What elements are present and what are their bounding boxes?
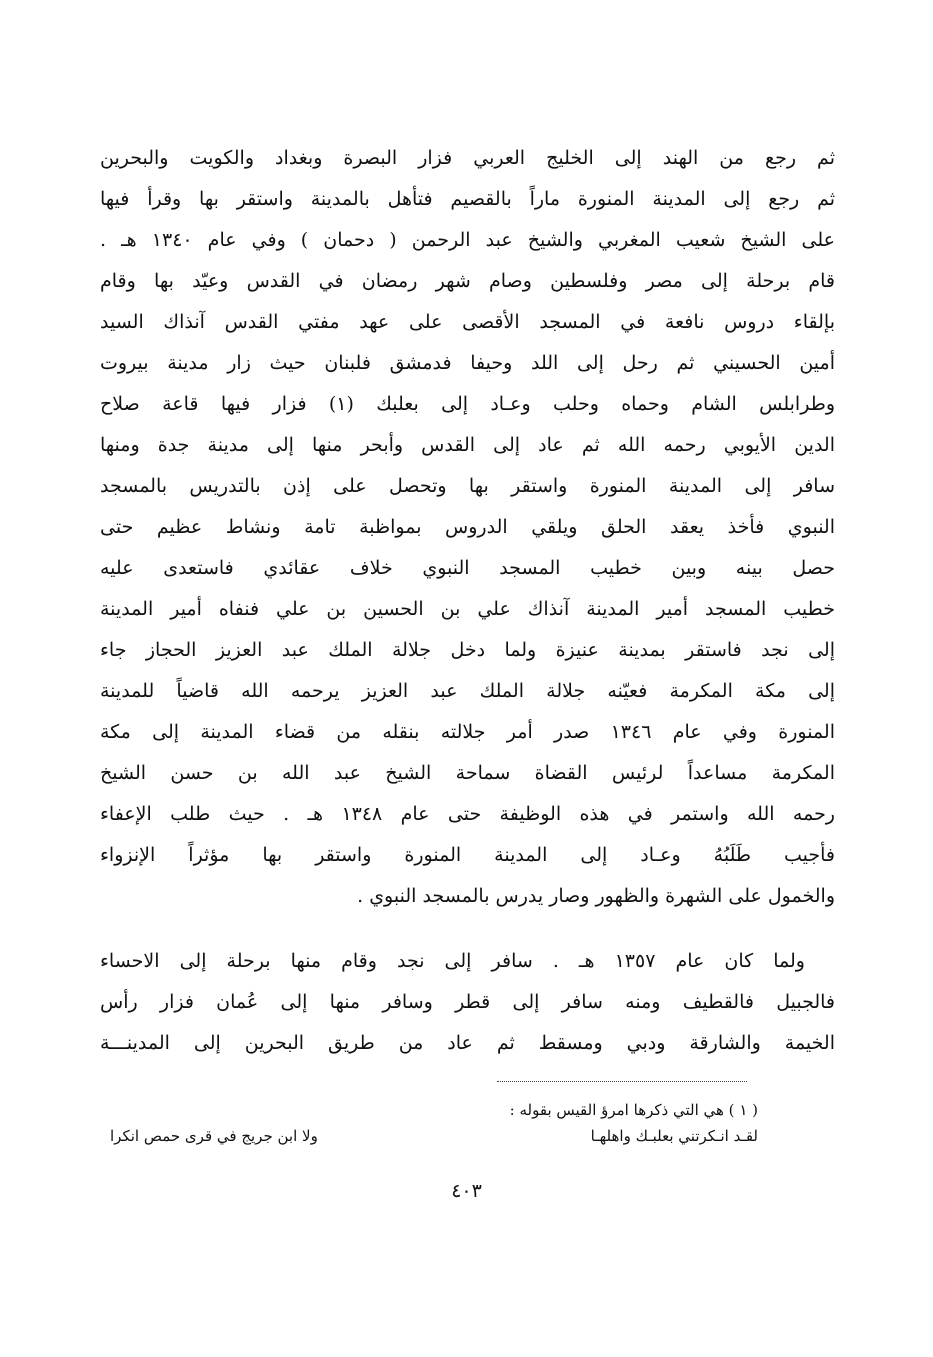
text-line: رحمه الله واستمر في هذه الوظيفة حتى عام ١٣٤٨ هـ . حيث طلب الإعفاء — [100, 803, 835, 825]
footnote-separator — [497, 1081, 747, 1082]
text-line: أمين الحسيني ثم رحل إلى اللد وحيفا فدمشق فلبنان حيث زار مدينة بيروت — [100, 352, 835, 374]
second-paragraph — [100, 941, 835, 1064]
text-line: قام برحلة إلى مصر وفلسطين وصام شهر رمضان في القدس وعيّد بها وقام — [100, 270, 835, 292]
footnote-intro: ( ١ ) هي التي ذكرها امرؤ القيس بقوله : — [509, 1101, 758, 1119]
text-line: سافر إلى المدينة المنورة واستقر بها وتحصل على إذن بالتدريس بالمسجد — [100, 475, 835, 497]
footnote-verse — [110, 1123, 758, 1149]
text-line: إلى مكة المكرمة فعيّنه جلالة الملك عبد العزيز يرحمه الله قاضياً للمدينة — [100, 680, 835, 702]
text-line: المكرمة مساعداً لرئيس القضاة سماحة الشيخ عبد الله بن حسن الشيخ — [100, 762, 835, 784]
text-line: والخمول على الشهرة والظهور وصار يدرس بالمسجد النبوي . — [357, 885, 835, 907]
text-line: وطرابلس الشام وحماه وحلب وعـاد إلى بعلبك (١) فزار فيها قاعة صلاح — [100, 393, 835, 415]
text-line: الدين الأيوبي رحمه الله ثم عاد إلى القدس وأبحر منها إلى مدينة جدة ومنها — [100, 434, 835, 456]
text-line: المنورة وفي عام ١٣٤٦ صدر أمر جلالته بنقله من قضاء المدينة إلى مكة — [100, 721, 835, 743]
page-number: ٤٠٣ — [451, 1180, 482, 1202]
text-line: على الشيخ شعيب المغربي والشيخ عبد الرحمن ( دحمان ) وفي عام ١٣٤٠ هـ . — [100, 229, 835, 251]
text-line: الخيمة والشارقة ودبي ومسقط ثم عاد من طريق البحرين إلى المدينـــة — [100, 1032, 835, 1054]
text-line: فأجيب طَلَبُهُ وعـاد إلى المدينة المنورة واستقر بها مؤثراً الإنزواء — [100, 844, 835, 866]
verse-second-hemistich: ولا ابن جريج في قرى حمص انكرا — [110, 1127, 318, 1145]
main-paragraph — [100, 138, 835, 917]
footnote — [110, 1097, 758, 1149]
text-line: خطيب المسجد أمير المدينة آنذاك علي بن الحسين بن علي فنفاه أمير المدينة — [100, 598, 835, 620]
text-line: فالجبيل فالقطيف ومنه سافر إلى قطر وسافر منها إلى عُمان فزار رأس — [100, 991, 835, 1013]
text-line: ثم رجع إلى المدينة المنورة ماراً بالقصيم فتأهل بالمدينة واستقر بها وقرأ فيها — [100, 188, 835, 210]
verse-first-hemistich: لقـد انـكرتني بعلبـك واهلهـا — [590, 1127, 758, 1145]
text-line: النبوي فأخذ يعقد الحلق ويلقي الدروس بمواظبة تامة ونشاط عظيم حتى — [100, 516, 835, 538]
text-line: ثم رجع من الهند إلى الخليج العربي فزار البصرة وبغداد والكويت والبحرين — [100, 147, 835, 169]
text-line: إلى نجد فاستقر بمدينة عنيزة ولما دخل جلالة الملك عبد العزيز الحجاز جاء — [100, 639, 835, 661]
text-line: بإلقاء دروس نافعة في المسجد الأقصى على عهد مفتي القدس آنذاك السيد — [100, 311, 835, 333]
text-line: ولما كان عام ١٣٥٧ هـ . سافر إلى نجد وقام منها برحلة إلى الاحساء — [100, 950, 805, 972]
text-line: حصل بينه وبين خطيب المسجد النبوي خلاف عقائدي فاستعدى عليه — [100, 557, 835, 579]
